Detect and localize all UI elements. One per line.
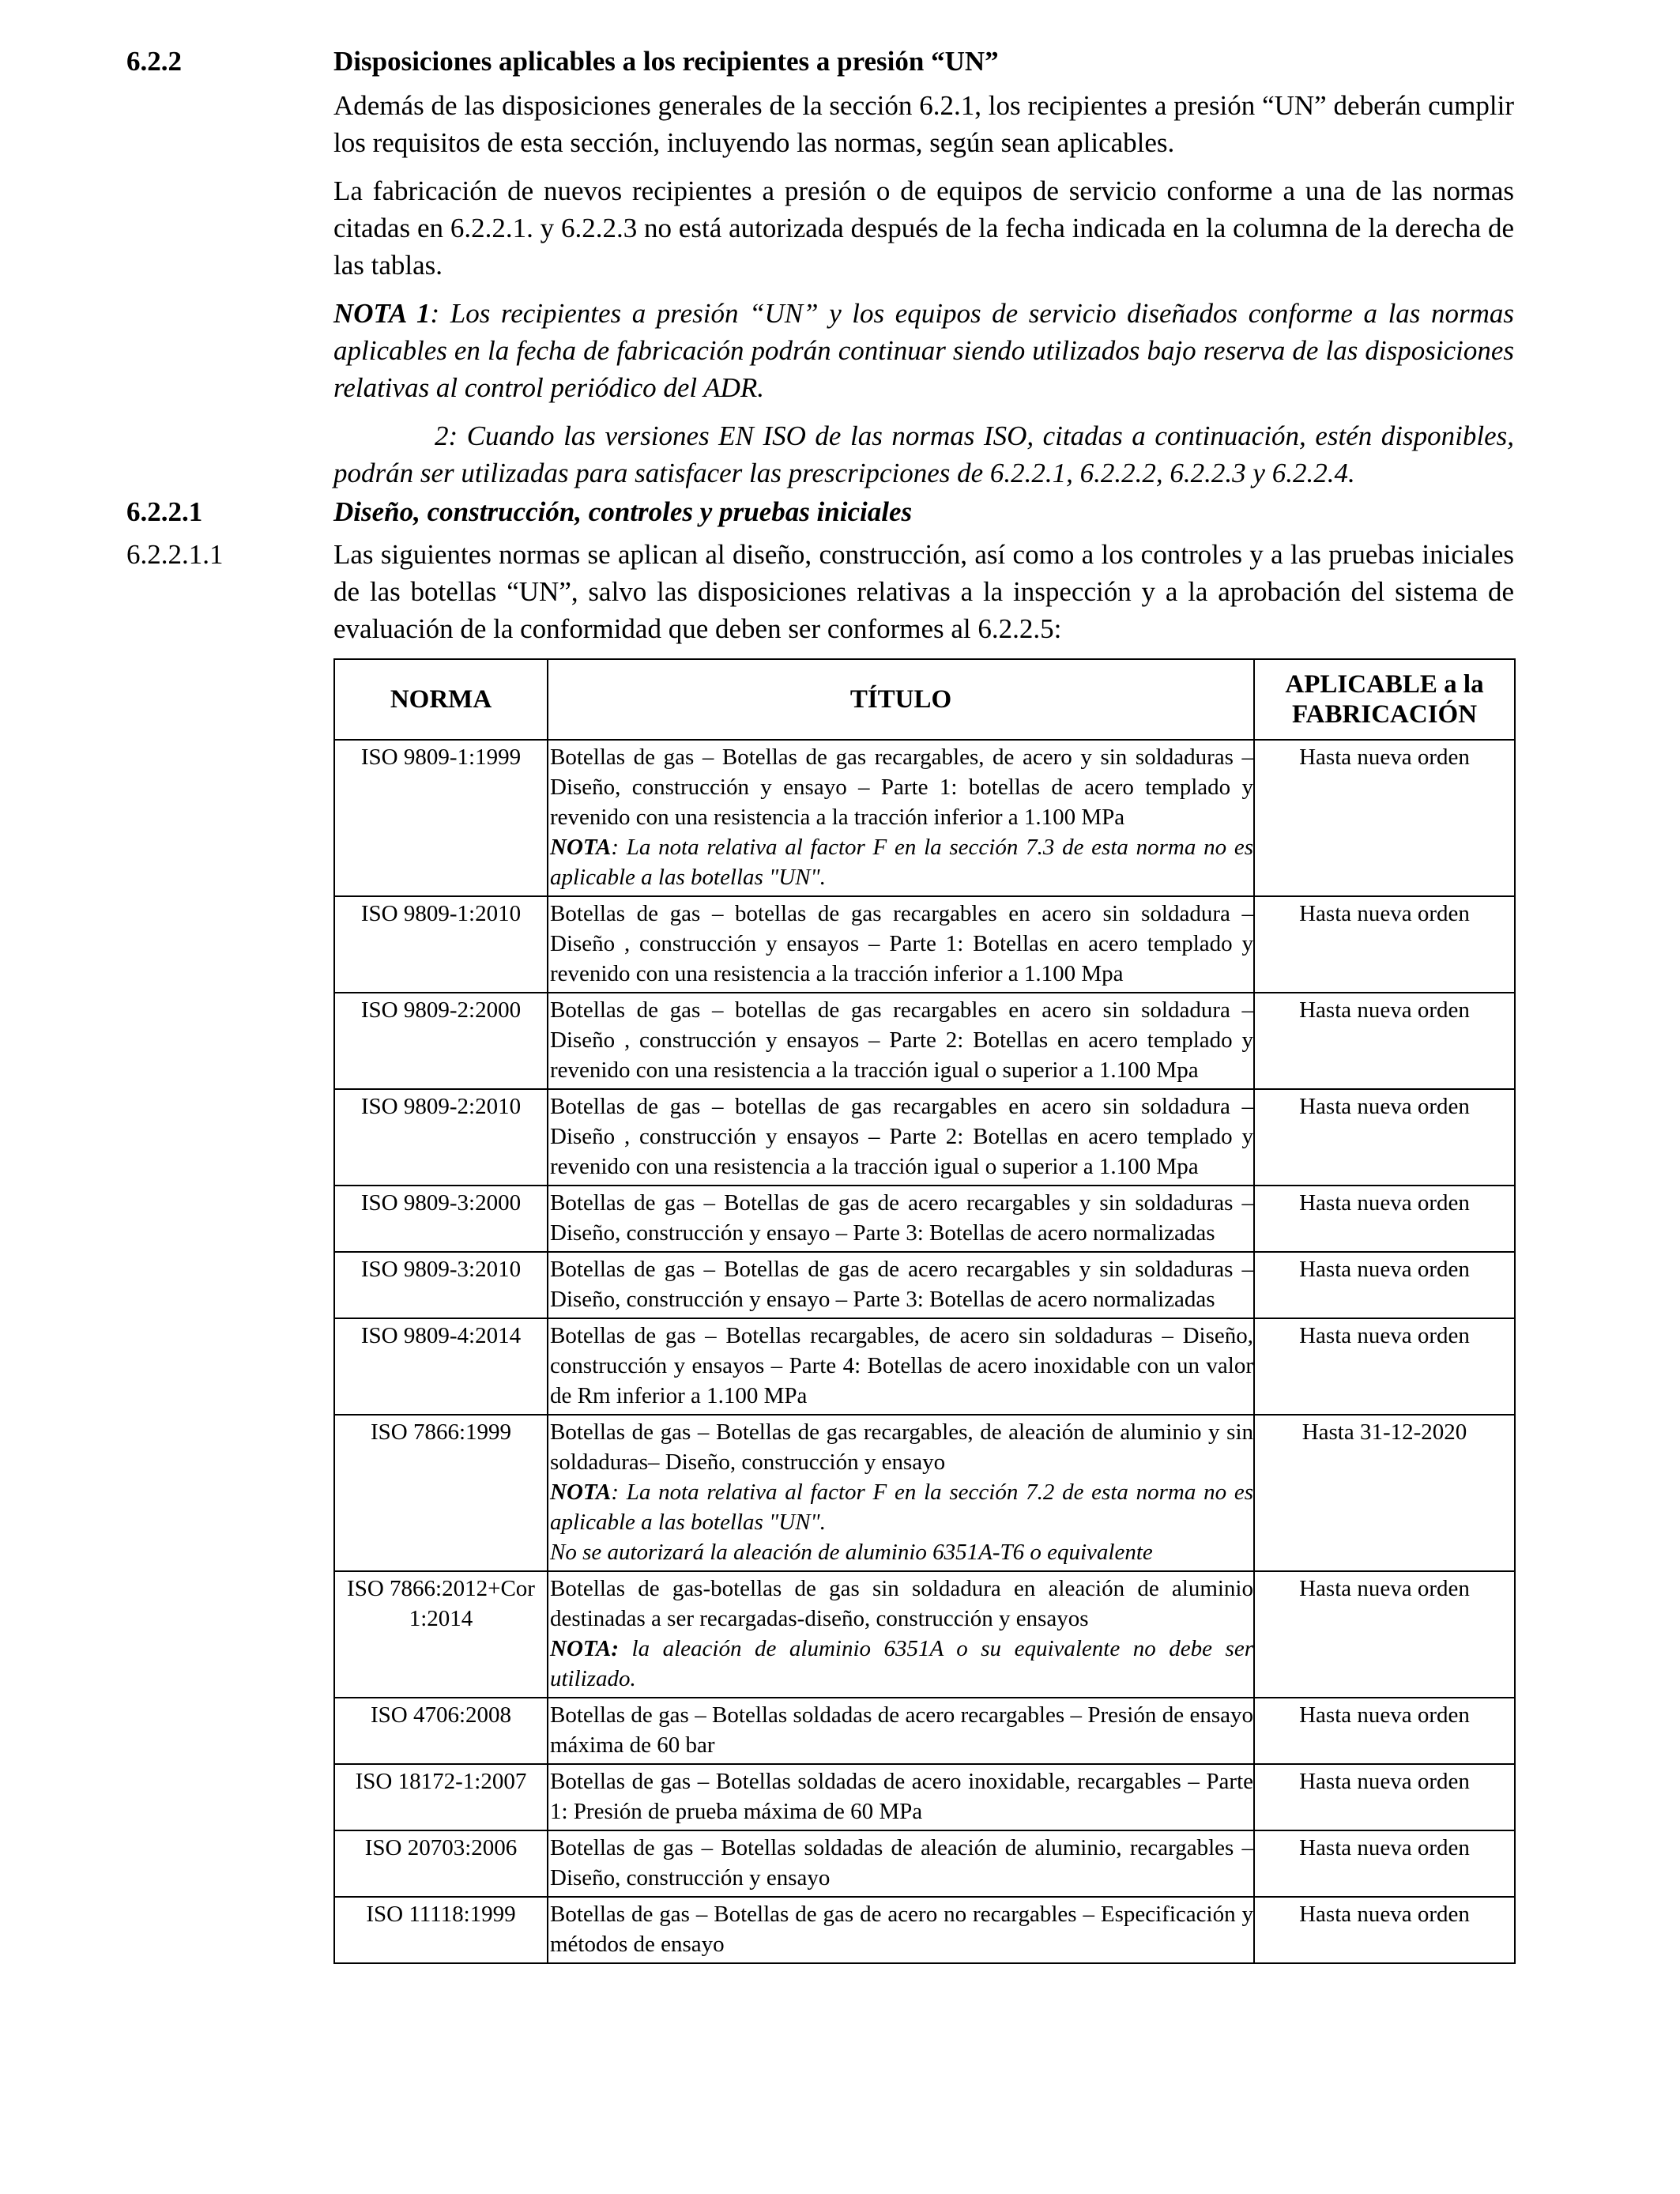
table-row (334, 740, 1515, 896)
cell-titulo (548, 1089, 1254, 1186)
cell-titulo (548, 1830, 1254, 1897)
note-text: : La nota relativa al factor F en la sección 7.2 de esta norma no es aplicable a las botellas "UN". (550, 1480, 1253, 1535)
note-text: No se autorizará la aleación de aluminio 6351A-T6 o equivalente (550, 1540, 1153, 1565)
cell-aplicable: Hasta nueva orden (1254, 1089, 1515, 1186)
table-row (334, 1571, 1515, 1698)
intro-paragraph: Además de las disposiciones generales de la sección 6.2.1, los recipientes a presión “UN” deberán cumplir los requisitos de esta sección, incluyendo las normas, según sean aplicables. (333, 90, 1514, 158)
cell-norma: ISO 7866:1999 (334, 1415, 548, 1571)
cell-aplicable: Hasta nueva orden (1254, 896, 1515, 993)
titulo-text: Botellas de gas – Botellas de gas recargables, de acero y sin soldaduras – Diseño, construcción y ensayo – Parte 1: botellas de acero templado y revenido con una resistencia a la tracción inferior a 1.100 MPa (550, 745, 1253, 830)
titulo-text: Botellas de gas – Botellas de gas de acero no recargables – Especificación y métodos de ensayo (550, 1902, 1253, 1957)
note-1-label: NOTA 1 (333, 298, 431, 329)
table-row (334, 1698, 1515, 1764)
titulo-note (550, 832, 1253, 892)
note-label: NOTA (550, 835, 612, 860)
table-row (334, 1830, 1515, 1897)
titulo-text: Botellas de gas – Botellas recargables, de acero sin soldaduras – Diseño, construcción y ensayos – Parte 4: Botellas de acero inoxidable con un valor de Rm inferior a 1.100 MPa (550, 1323, 1253, 1408)
section-number: 6.2.2 (126, 46, 182, 77)
titulo-note (550, 1477, 1253, 1537)
cell-aplicable: Hasta nueva orden (1254, 1186, 1515, 1252)
header-norma: NORMA (334, 659, 548, 740)
note-2-text: : Cuando las versiones EN ISO de las normas ISO, citadas a continuación, estén disponibles, podrán ser utilizadas para satisfacer las prescripciones de 6.2.2.1, 6.2.2.2, 6.2.2.3 y 6.2.2.4. (333, 420, 1514, 488)
cell-titulo (548, 1698, 1254, 1764)
note-1 (333, 295, 1514, 406)
titulo-note (550, 1537, 1253, 1567)
cell-aplicable: Hasta nueva orden (1254, 1252, 1515, 1318)
titulo-text: Botellas de gas – Botellas de gas de acero recargables y sin soldaduras – Diseño, construcción y ensayo – Parte 3: Botellas de acero normalizadas (550, 1190, 1253, 1246)
cell-norma: ISO 9809-3:2010 (334, 1252, 548, 1318)
cell-norma: ISO 9809-3:2000 (334, 1186, 548, 1252)
header-aplicable: APLICABLE a la FABRICACIÓN (1254, 659, 1515, 740)
titulo-note (550, 1634, 1253, 1694)
section-title: Diseño, construcción, controles y pruebas iniciales (333, 496, 913, 527)
table-row (334, 1252, 1515, 1318)
standards-table (333, 658, 1516, 1964)
section-6-2-2-heading (126, 46, 1514, 77)
cell-norma: ISO 18172-1:2007 (334, 1764, 548, 1830)
document-page (126, 46, 1514, 1957)
cell-titulo (548, 1571, 1254, 1698)
note-label: NOTA: (550, 1636, 619, 1661)
manufacture-paragraph: La fabricación de nuevos recipientes a presión o de equipos de servicio conforme a una de las normas citadas en 6.2.2.1. y 6.2.2.3 no está autorizada después de la fecha indicada en la columna de la derecha de las tablas. (333, 175, 1514, 281)
cell-titulo (548, 1764, 1254, 1830)
cell-aplicable: Hasta nueva orden (1254, 993, 1515, 1089)
table-row (334, 1186, 1515, 1252)
titulo-text: Botellas de gas – botellas de gas recargables en acero sin soldadura – Diseño , construcción y ensayos – Parte 1: Botellas en acero templado y revenido con una resistencia a la tracción inferior a 1.100 Mpa (550, 901, 1253, 986)
titulo-text: Botellas de gas – Botellas soldadas de aleación de aluminio, recargables – Diseño, construcción y ensayo (550, 1835, 1253, 1891)
table-row (334, 1897, 1515, 1963)
titulo-text: Botellas de gas – Botellas de gas recargables, de aleación de aluminio y sin soldaduras– Diseño, construcción y ensayo (550, 1419, 1253, 1475)
cell-titulo (548, 1186, 1254, 1252)
cell-titulo (548, 1252, 1254, 1318)
cell-aplicable: Hasta 31-12-2020 (1254, 1415, 1515, 1571)
section-number: 6.2.2.1.1 (126, 539, 224, 570)
cell-norma: ISO 9809-2:2010 (334, 1089, 548, 1186)
cell-titulo (548, 1415, 1254, 1571)
table-row (334, 993, 1515, 1089)
table-row (334, 1089, 1515, 1186)
cell-norma: ISO 9809-1:2010 (334, 896, 548, 993)
cell-norma: ISO 7866:2012+Cor 1:2014 (334, 1571, 548, 1698)
table-row (334, 1764, 1515, 1830)
note-text: : La nota relativa al factor F en la sección 7.3 de esta norma no es aplicable a las botellas "UN". (550, 835, 1253, 890)
cell-titulo (548, 1897, 1254, 1963)
cell-titulo (548, 993, 1254, 1089)
cell-norma: ISO 9809-2:2000 (334, 993, 548, 1089)
cell-norma: ISO 20703:2006 (334, 1830, 548, 1897)
cell-aplicable: Hasta nueva orden (1254, 1318, 1515, 1415)
cell-norma: ISO 4706:2008 (334, 1698, 548, 1764)
section-6-2-2-1-heading (126, 496, 1514, 528)
cell-norma: ISO 11118:1999 (334, 1897, 548, 1963)
cell-aplicable: Hasta nueva orden (1254, 1897, 1515, 1963)
titulo-text: Botellas de gas – botellas de gas recargables en acero sin soldadura – Diseño , construcción y ensayos – Parte 2: Botellas en acero templado y revenido con una resistencia a la tracción igual o superior a 1.100 Mpa (550, 1094, 1253, 1179)
table-row (334, 1415, 1515, 1571)
titulo-text: Botellas de gas – Botellas de gas de acero recargables y sin soldaduras – Diseño, construcción y ensayo – Parte 3: Botellas de acero normalizadas (550, 1257, 1253, 1312)
section-title: Disposiciones aplicables a los recipientes a presión “UN” (333, 46, 999, 77)
header-titulo: TÍTULO (548, 659, 1254, 740)
note-2 (333, 417, 1514, 492)
titulo-text: Botellas de gas – Botellas soldadas de acero recargables – Presión de ensayo máxima de 60 bar (550, 1702, 1253, 1758)
section-text: Las siguientes normas se aplican al diseño, construcción, así como a los controles y a las pruebas iniciales de las botellas “UN”, salvo las disposiciones relativas a la inspección y a la aprobación del sistema de evaluación de la conformidad que deben ser conformes al 6.2.2.5: (333, 539, 1514, 644)
cell-aplicable: Hasta nueva orden (1254, 1698, 1515, 1764)
table-header-row (334, 659, 1515, 740)
cell-aplicable: Hasta nueva orden (1254, 1571, 1515, 1698)
cell-titulo (548, 1318, 1254, 1415)
titulo-text: Botellas de gas-botellas de gas sin soldadura en aleación de aluminio destinadas a ser recargadas-diseño, construcción y ensayos (550, 1576, 1253, 1631)
cell-norma: ISO 9809-1:1999 (334, 740, 548, 896)
titulo-text: Botellas de gas – Botellas soldadas de acero inoxidable, recargables – Parte 1: Presión de prueba máxima de 60 MPa (550, 1769, 1253, 1824)
cell-norma: ISO 9809-4:2014 (334, 1318, 548, 1415)
cell-aplicable: Hasta nueva orden (1254, 1764, 1515, 1830)
table-row (334, 1318, 1515, 1415)
note-text: la aleación de aluminio 6351A o su equivalente no debe ser utilizado. (550, 1636, 1253, 1691)
cell-titulo (548, 740, 1254, 896)
table-row (334, 896, 1515, 993)
titulo-text: Botellas de gas – botellas de gas recargables en acero sin soldadura – Diseño , construcción y ensayos – Parte 2: Botellas en acero templado y revenido con una resistencia a la tracción igual o superior a 1.100 Mpa (550, 997, 1253, 1083)
note-1-text: : Los recipientes a presión “UN” y los equipos de servicio diseñados conforme a las normas aplicables en la fecha de fabricación podrán continuar siendo utilizados bajo reserva de las disposiciones relativas al control periódico del ADR. (333, 298, 1514, 403)
section-6-2-2-1-1 (126, 536, 1514, 647)
note-label: NOTA (550, 1480, 612, 1505)
cell-aplicable: Hasta nueva orden (1254, 1830, 1515, 1897)
cell-aplicable: Hasta nueva orden (1254, 740, 1515, 896)
cell-titulo (548, 896, 1254, 993)
note-2-label: 2 (435, 420, 449, 451)
section-number: 6.2.2.1 (126, 496, 203, 527)
